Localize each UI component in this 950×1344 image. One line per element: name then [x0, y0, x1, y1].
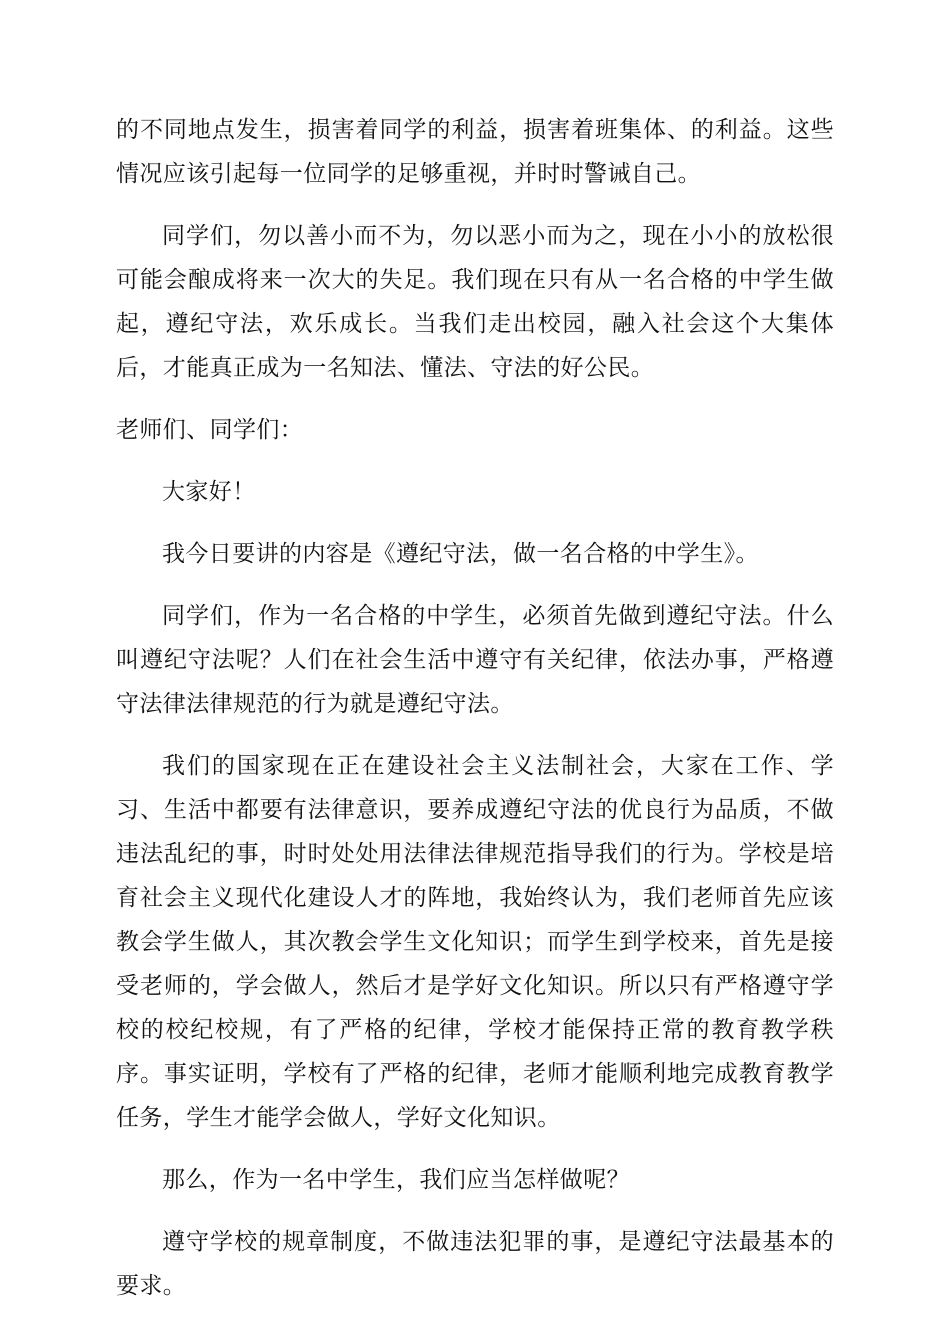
paragraph: 我们的国家现在正在建设社会主义法制社会，大家在工作、学习、生活中都要有法律意识，要养成遵纪守法的优良行为品质，不做违法乱纪的事，时时处处用法律法律规范指导我们的行为。学校是培育社会主义现代化建设人才的阵地，我始终认为，我们老师首先应该教会学生做人，其次教会学生文化知识；而学生到学校来，首先是接受老师的，学会做人，然后才是学好文化知识。所以只有严格遵守学校的校纪校规，有了严格的纪律，学校才能保持正常的教育教学秩序。事实证明，学校有了严格的纪律，老师才能顺利地完成教育教学任务，学生才能学会做人，学好文化知识。 [116, 753, 834, 1131]
paragraph: 那么，作为一名中学生，我们应当怎样做呢？ [162, 1167, 630, 1193]
paragraph: 同学们，作为一名合格的中学生，必须首先做到遵纪守法。什么叫遵纪守法呢？人们在社会生活中遵守有关纪律，依法办事，严格遵守法律法律规范的行为就是遵纪守法。 [116, 603, 834, 717]
salutation: 老师们、同学们： [116, 417, 304, 443]
paragraph: 我今日要讲的内容是《遵纪守法，做一名合格的中学生》。 [162, 541, 759, 567]
paragraph: 同学们，勿以善小而不为，勿以恶小而为之，现在小小的放松很可能会酿成将来一次大的失足。我们现在只有从一名合格的中学生做起，遵纪守法，欢乐成长。当我们走出校园，融入社会这个大集体后，才能真正成为一名知法、懂法、守法的好公民。 [116, 223, 834, 381]
document-body [116, 108, 834, 1326]
greeting: 大家好！ [162, 479, 256, 505]
paragraph-continuation: 的不同地点发生，损害着同学的利益，损害着班集体、的利益。这些情况应该引起每一位同学的足够重视，并时时警诫自己。 [116, 117, 834, 187]
paragraph: 遵守学校的规章制度，不做违法犯罪的事，是遵纪守法最基本的要求。 [116, 1229, 834, 1299]
